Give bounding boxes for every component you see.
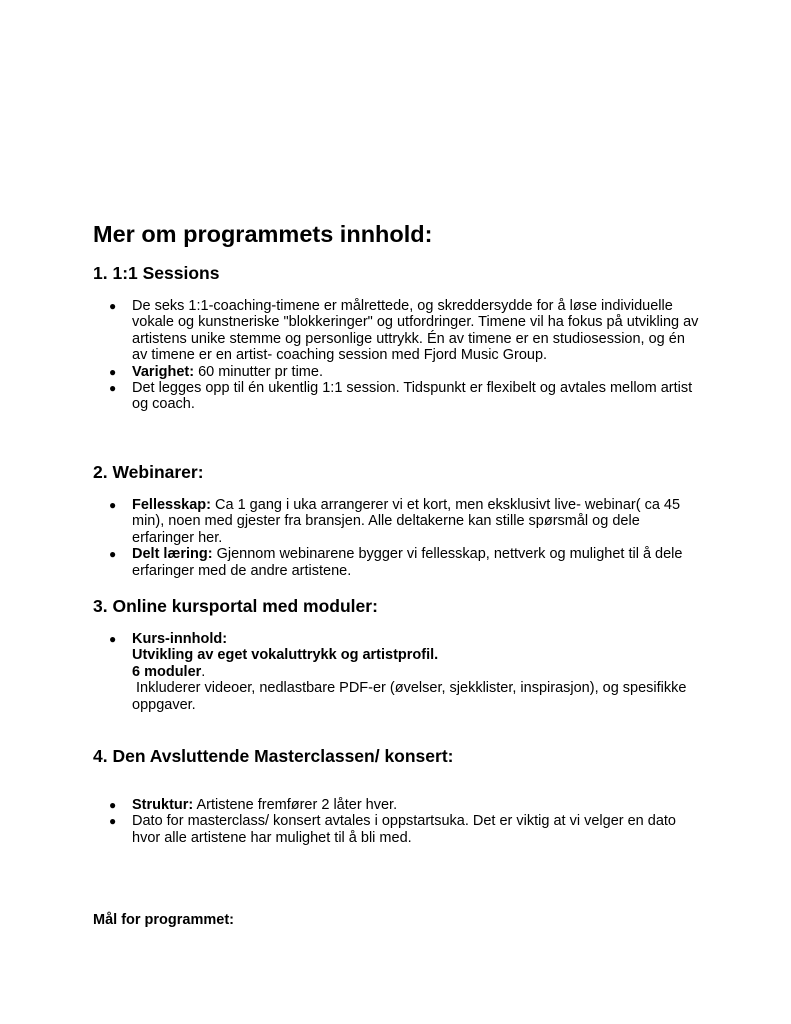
bullet-icon: ● bbox=[109, 498, 117, 512]
list-item-text: Ca 1 gang i uka arrangerer vi et kort, men eksklusivt live- webinar( ca 45 min), noen med gjester fra bransjen. Alle deltakerne kan stille spørsmål og dele erfaringer her. bbox=[132, 497, 681, 546]
list-item-label: Varighet: bbox=[132, 363, 195, 380]
list-item bbox=[93, 797, 703, 813]
list-item-text: Dato for masterclass/ konsert avtales i oppstartsuka. Det er viktig at vi velger en dato hvor alle artistene har mulighet til å bli med. bbox=[132, 813, 676, 846]
section-heading-course-portal: 3. Online kursportal med moduler: bbox=[93, 596, 378, 616]
list-item bbox=[93, 631, 703, 713]
page-title: Mer om programmets innhold: bbox=[93, 221, 433, 247]
masterclass-list bbox=[93, 797, 703, 846]
list-item bbox=[93, 298, 703, 364]
course-content-line: Utvikling av eget vokaluttrykk og artistprofil. bbox=[132, 647, 439, 664]
course-portal-list bbox=[93, 631, 703, 713]
list-item-label: Struktur: bbox=[132, 797, 194, 813]
list-item-text: Gjennom webinarene bygger vi fellesskap, nettverk og mulighet til å dele erfaringer med de andre artistene. bbox=[132, 546, 683, 579]
list-item bbox=[93, 364, 703, 380]
section-heading-sessions: 1. 1:1 Sessions bbox=[93, 263, 220, 283]
section-heading-webinars: 2. Webinarer: bbox=[93, 462, 204, 482]
section-heading-masterclass: 4. Den Avsluttende Masterclassen/ konsert: bbox=[93, 746, 454, 766]
list-item-text: 60 minutter pr time. bbox=[194, 363, 323, 380]
list-item-text: De seks 1:1-coaching-timene er målrettede, og skreddersydde for å løse individuelle vokale og kunstneriske "blokkeringer" og utfordringer. Timene vil ha fokus på utvikling av artistens unike stemme og personlige uttrykk. Én av timene er en studiosession, og én av timene er en artist- coaching session med Fjord Music Group. bbox=[132, 298, 699, 364]
bullet-icon: ● bbox=[109, 632, 117, 646]
list-item bbox=[93, 497, 703, 546]
bullet-icon: ● bbox=[109, 381, 117, 396]
list-item-text: Det legges opp til én ukentlig 1:1 session. Tidspunkt er flexibelt og avtales mellom artist og coach. bbox=[132, 380, 693, 413]
list-item-text: Artistene fremfører 2 låter hver. bbox=[193, 797, 398, 813]
bullet-icon: ● bbox=[109, 814, 117, 829]
list-item bbox=[93, 380, 703, 413]
bullet-icon: ● bbox=[109, 364, 117, 379]
course-includes-text: Inkluderer videoer, nedlastbare PDF-er (øvelser, sjekklister, inspirasjon), og spesifikke oppgaver. bbox=[132, 680, 691, 713]
bullet-icon: ● bbox=[109, 299, 117, 313]
list-item-label: Fellesskap: bbox=[132, 497, 211, 513]
list-item bbox=[93, 813, 703, 846]
module-count: 6 moduler bbox=[132, 663, 202, 680]
list-item bbox=[93, 546, 703, 579]
punctuation: . bbox=[201, 663, 206, 680]
goals-heading: Mål for programmet: bbox=[93, 912, 234, 928]
bullet-icon: ● bbox=[109, 547, 117, 562]
sessions-list bbox=[93, 298, 703, 413]
webinars-list bbox=[93, 497, 703, 579]
list-item-label: Kurs-innhold: bbox=[132, 631, 228, 647]
bullet-icon: ● bbox=[109, 798, 117, 812]
list-item-label: Delt læring: bbox=[132, 546, 213, 563]
